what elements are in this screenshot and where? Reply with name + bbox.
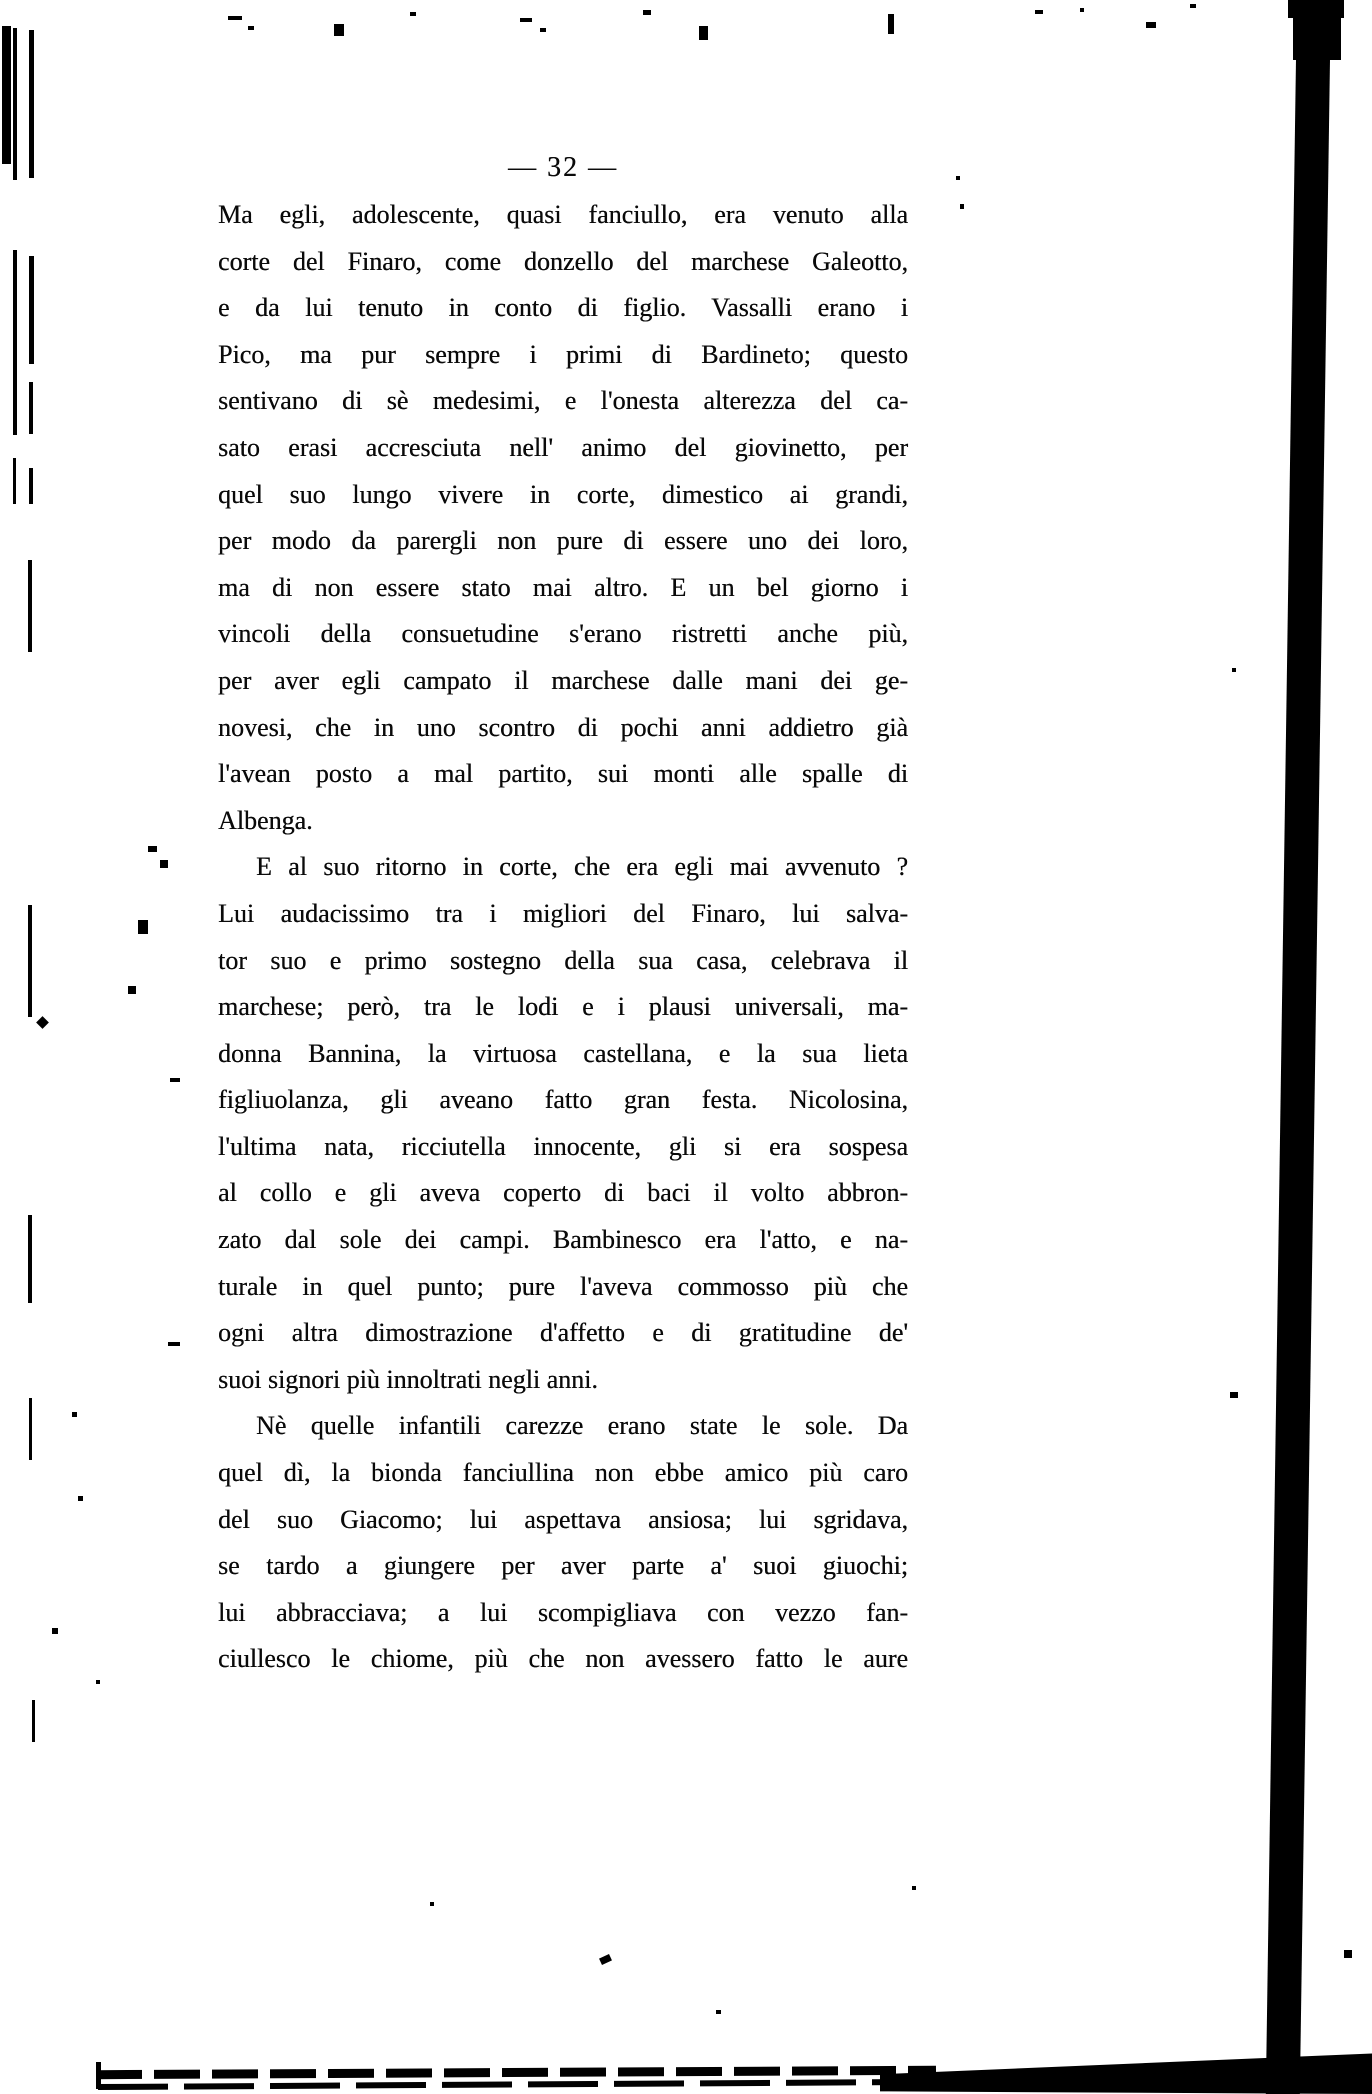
scan-speck bbox=[96, 1680, 100, 1684]
scan-speck bbox=[1146, 22, 1156, 28]
text-line: ciullesco le chiome, più che non avessero fatto le aure bbox=[218, 1644, 908, 1674]
scan-speck bbox=[128, 986, 136, 994]
scan-speck bbox=[1232, 668, 1236, 672]
scan-speck bbox=[520, 18, 532, 22]
scan-speck bbox=[334, 24, 344, 36]
text-line: sentivano di sè medesimi, e l'onesta alterezza del ca- bbox=[218, 386, 908, 416]
scan-edge-mark bbox=[13, 458, 16, 504]
page-number: — 32 — bbox=[508, 152, 618, 183]
scan-speck bbox=[78, 1496, 83, 1501]
scan-speck bbox=[540, 28, 546, 32]
text-line: zato dal sole dei campi. Bambinesco era l'atto, e na- bbox=[218, 1225, 908, 1255]
scan-speck bbox=[599, 1954, 612, 1965]
scan-speck bbox=[160, 860, 168, 868]
text-line: l'avean posto a mal partito, sui monti alle spalle di bbox=[218, 759, 908, 789]
text-line: quel suo lungo vivere in corte, dimestico ai grandi, bbox=[218, 479, 908, 509]
text-line: Lui audacissimo tra i migliori del Finaro, lui salva- bbox=[218, 898, 908, 928]
scan-edge-mark bbox=[29, 256, 34, 364]
scan-speck bbox=[956, 176, 960, 180]
scan-speck bbox=[716, 2010, 721, 2014]
scan-edge-mark bbox=[28, 905, 32, 1017]
text-line: se tardo a giungere per aver parte a' suoi giuochi; bbox=[218, 1551, 908, 1581]
text-line: vincoli della consuetudine s'erano ristretti anche più, bbox=[218, 619, 908, 649]
text-line: turale in quel punto; pure l'aveva commosso più che bbox=[218, 1271, 908, 1301]
scan-speck bbox=[138, 920, 148, 934]
text-line: quel dì, la bionda fanciullina non ebbe amico più caro bbox=[218, 1458, 908, 1488]
scan-edge-mark bbox=[29, 468, 33, 504]
scan-speck bbox=[1230, 1392, 1238, 1398]
text-line: e da lui tenuto in conto di figlio. Vassalli erano i bbox=[218, 293, 908, 323]
scan-edge-mark bbox=[29, 30, 34, 178]
text-line: al collo e gli aveva coperto di baci il volto abbron- bbox=[218, 1178, 908, 1208]
scan-speck bbox=[148, 846, 157, 852]
scan-speck bbox=[1035, 10, 1043, 14]
scan-binding-corner bbox=[1293, 14, 1341, 60]
text-line: del suo Giacomo; lui aspettava ansiosa; lui sgridava, bbox=[218, 1504, 908, 1534]
text-line: ma di non essere stato mai altro. E un bel giorno i bbox=[218, 572, 908, 602]
text-line: per aver egli campato il marchese dalle mani dei ge- bbox=[218, 665, 908, 695]
scan-speck bbox=[170, 1078, 180, 1082]
text-line: novesi, che in uno scontro di pochi anni addietro già bbox=[218, 712, 908, 742]
text-line: corte del Finaro, come donzello del marchese Galeotto, bbox=[218, 246, 908, 276]
text-line: E al suo ritorno in corte, che era egli mai avvenuto ? bbox=[256, 852, 908, 882]
text-line: Pico, ma pur sempre i primi di Bardineto; questo bbox=[218, 339, 908, 369]
scan-speck bbox=[52, 1628, 58, 1634]
text-line: Ma egli, adolescente, quasi fanciullo, era venuto alla bbox=[218, 200, 908, 229]
text-line: per modo da parergli non pure di essere uno dei loro, bbox=[218, 526, 908, 556]
scan-edge-mark bbox=[32, 1700, 35, 1742]
scan-speck bbox=[699, 26, 708, 40]
scan-speck bbox=[643, 10, 651, 15]
scan-speck bbox=[1190, 4, 1196, 8]
scan-edge-mark bbox=[13, 28, 17, 180]
scan-speck bbox=[168, 1342, 180, 1346]
scan-binding-bar bbox=[1266, 0, 1331, 2094]
text-line: l'ultima nata, ricciutella innocente, gli si era sospesa bbox=[218, 1131, 908, 1161]
scan-speck bbox=[228, 16, 242, 20]
text-line: figliuolanza, gli aveano fatto gran festa. Nicolosina, bbox=[218, 1085, 908, 1115]
text-line: lui abbracciava; a lui scompigliava con vezzo fan- bbox=[218, 1597, 908, 1627]
scan-speck bbox=[960, 204, 964, 209]
scan-speck bbox=[1344, 1950, 1352, 1958]
scan-speck bbox=[1080, 8, 1084, 12]
text-line: donna Bannina, la virtuosa castellana, e la sua lieta bbox=[218, 1038, 908, 1068]
scan-speck bbox=[248, 26, 254, 30]
scan-edge-mark bbox=[2, 26, 11, 164]
scan-speck bbox=[72, 1412, 77, 1417]
text-line: tor suo e primo sostegno della sua casa, celebrava il bbox=[218, 945, 908, 975]
scan-speck bbox=[912, 1886, 916, 1890]
text-line: sato erasi accresciuta nell' animo del giovinetto, per bbox=[218, 432, 908, 462]
scan-speck bbox=[410, 12, 416, 16]
text-line: Nè quelle infantili carezze erano state le sole. Da bbox=[256, 1411, 908, 1441]
scan-smudge-bottom bbox=[96, 2066, 936, 2079]
text-line: Albenga. bbox=[218, 805, 313, 835]
scan-edge-mark bbox=[13, 250, 17, 435]
scan-edge-mark bbox=[28, 560, 32, 652]
scan-speck bbox=[430, 1902, 434, 1906]
text-line: marchese; però, tra le lodi e i plausi universali, ma- bbox=[218, 992, 908, 1022]
scan-edge-mark bbox=[28, 1215, 32, 1303]
scan-edge-mark bbox=[29, 382, 33, 434]
scan-speck bbox=[888, 14, 894, 34]
text-line: suoi signori più innoltrati negli anni. bbox=[218, 1364, 598, 1394]
scan-speck bbox=[36, 1016, 49, 1029]
page-text bbox=[218, 192, 908, 1683]
text-line: ogni altra dimostrazione d'affetto e di gratitudine de' bbox=[218, 1318, 908, 1348]
scan-edge-mark bbox=[29, 1398, 32, 1460]
